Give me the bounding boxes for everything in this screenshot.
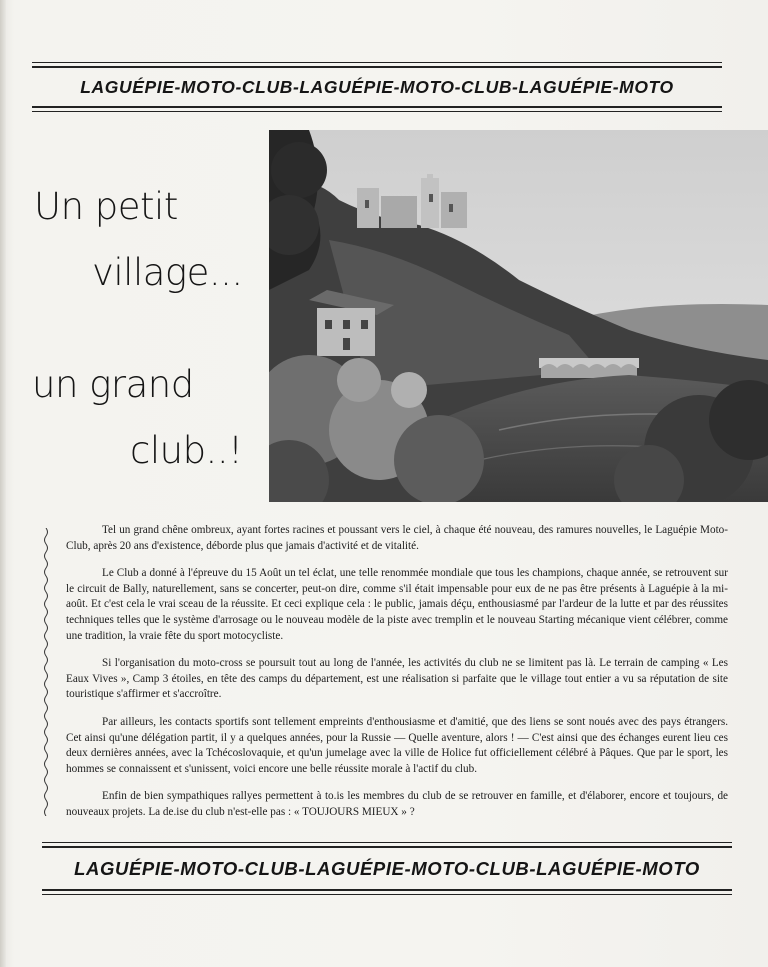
top-banner — [32, 62, 722, 112]
village-photo-illustration — [269, 130, 768, 502]
article-body — [66, 523, 728, 833]
rule-line — [42, 894, 732, 895]
article-paragraph-1: Tel un grand chêne ombreux, ayant fortes racines et poussant vers le ciel, à chaque été nouveau, des ramures nouvelles, le Laguépie Moto-Club, après 20 ans d'existence, déborde plus que jamais d'activité et de vitalité. — [66, 524, 728, 552]
article-paragraph-2: Le Club a donné à l'épreuve du 15 Août un tel éclat, une telle renommée mondiale que tous les champions, chaque année, se retrouvent sur le circuit de Bally, naturellement, sans se concerter, peut-on dire, comme s'il était impensable pour eux de ne pas être présents à Laguépie à la mi-août. Et c'est cela le vrai sceau de la réussite. Et ceci explique cela : le public, jamais déçu, enthousiasmé par l'ardeur de la lutte et par des réussites techniques telles que le système d'arrosage ou le nouveau modèle de la piste avec tremplin et le nouveau Starting mécanique vient célébrer, comme une tradition, la vraie fête du sport motocycliste. — [66, 567, 728, 642]
rule-line — [42, 842, 732, 843]
top-banner-lower-rules — [32, 106, 722, 112]
bottom-banner-text: LAGUÉPIE-MOTO-CLUB-LAGUÉPIE-MOTO-CLUB-LAGUÉPIE-MOTO — [74, 858, 700, 879]
rule-line — [32, 106, 722, 108]
top-banner-text: LAGUÉPIE-MOTO-CLUB-LAGUÉPIE-MOTO-CLUB-LAGUÉPIE-MOTO — [80, 77, 674, 97]
page-binding-edge — [0, 0, 6, 967]
rule-line — [32, 111, 722, 112]
headline-line-2: village... — [92, 251, 243, 294]
decorative-border-squiggle — [42, 528, 50, 816]
bottom-banner — [42, 842, 732, 895]
bottom-banner-lower-rules — [42, 889, 732, 895]
headline-line-4: club..! — [130, 429, 243, 472]
headline-line-3: un grand — [32, 363, 194, 406]
rule-line — [32, 62, 722, 63]
article-paragraph-3: Si l'organisation du moto-cross se poursuit tout au long de l'année, les activités du club ne se limitent pas là. Le terrain de camping « Les Eaux Vives », Camp 3 étoiles, en tête des camps du département, est une réalisation si parfaite que le village tout entier a vu sa réputation de site touristique s'affirmer et s'accroître. — [66, 657, 728, 701]
article-paragraph-4: Par ailleurs, les contacts sportifs sont tellement empreints d'enthousiasme et d'amitié, que des liens se sont noués avec des pays étrangers. Cet ainsi qu'une délégation partit, il y a quelques années, pour la Russie — Quelle aventure, alors ! — C'est ainsi que des échanges eurent lieu ces deux dernières années, avec la Tchécoslovaquie, et qu'un jumelage avec la ville de Holice fut officiellement célébré à Pâques. Que par le sport, les hommes se connaissent et s'unissent, voici encore une belle réussite morale à l'actif du club. — [66, 715, 728, 775]
headline-line-1: Un petit — [34, 185, 178, 228]
village-photo — [269, 130, 768, 502]
article-paragraph-5: Enfin de bien sympathiques rallyes permettent à to.is les membres du club de se retrouver en famille, et d'élaborer, encore et toujours, de nouveaux projets. La de.ise du club n'est-elle pas : « TOUJOURS MIEUX » ? — [66, 790, 728, 818]
rule-line — [42, 889, 732, 891]
